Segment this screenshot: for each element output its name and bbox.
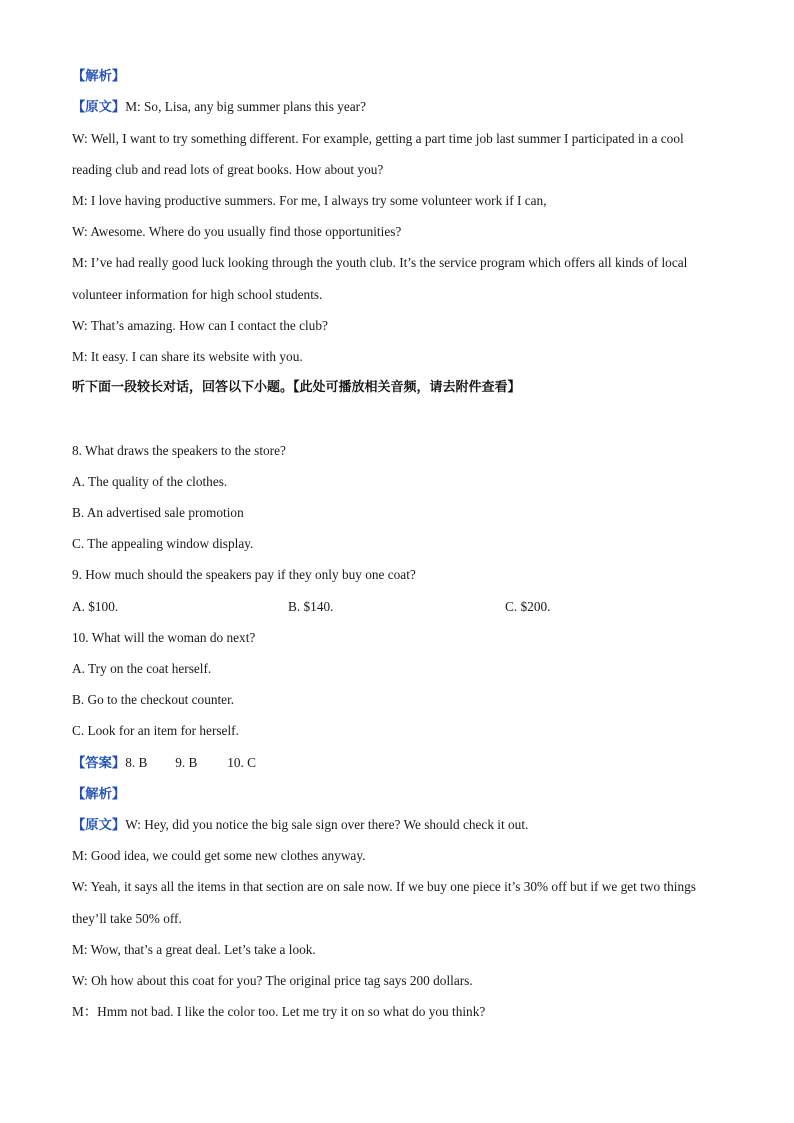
transcript-text: W: Hey, did you notice the big sale sign over there? We should check it out. — [125, 817, 529, 832]
transcript-line: W: Oh how about this coat for you? The original price tag says 200 dollars. — [72, 973, 473, 988]
transcript-line: reading club and read lots of great books. How about you? — [72, 162, 384, 177]
transcript-tag: 【原文】 — [72, 99, 126, 114]
analysis-heading: 【解析】 — [72, 68, 126, 83]
transcript-line: volunteer information for high school students. — [72, 287, 323, 302]
answer-10: 10. C — [227, 755, 257, 770]
transcript-line: M: It easy. I can share its website with you. — [72, 349, 303, 364]
transcript-line: W: Well, I want to try something different. For example, getting a part time job last summer I participated in a cool — [72, 131, 684, 146]
listening-instruction: 听下面一段较长对话，回答以下小题。【此处可播放相关音频，请去附件查看】 — [72, 380, 521, 395]
question-8-option-c: C. The appealing window display. — [72, 536, 254, 551]
question-10-stem: 10. What will the woman do next? — [72, 630, 256, 645]
answer-8: 8. B — [125, 755, 148, 770]
answer-tag: 【答案】 — [72, 755, 126, 770]
transcript-line: W: Awesome. Where do you usually find those opportunities? — [72, 224, 402, 239]
answer-line — [72, 754, 734, 772]
question-8-option-a: A. The quality of the clothes. — [72, 474, 228, 489]
question-8-option-b: B. An advertised sale promotion — [72, 505, 244, 520]
question-9-stem: 9. How much should the speakers pay if they only buy one coat? — [72, 567, 416, 582]
question-9-option-c: C. $200. — [505, 599, 551, 614]
answer-9: 9. B — [175, 755, 198, 770]
question-9-option-a: A. $100. — [72, 599, 119, 614]
question-8-stem: 8. What draws the speakers to the store? — [72, 443, 286, 458]
transcript-line: they’ll take 50% off. — [72, 911, 182, 926]
transcript-text: M: So, Lisa, any big summer plans this year? — [125, 99, 366, 114]
transcript-line: W: Yeah, it says all the items in that section are on sale now. If we buy one piece it’s 30% off but if we get two things — [72, 879, 696, 894]
transcript-line: M：Hmm not bad. I like the color too. Let me try it on so what do you think? — [72, 1004, 486, 1019]
transcript-line — [72, 816, 734, 834]
transcript-line: M: I’ve had really good luck looking through the youth club. It’s the service program which offers all kinds of local — [72, 255, 688, 270]
analysis-heading: 【解析】 — [72, 786, 126, 801]
question-10-option-a: A. Try on the coat herself. — [72, 661, 212, 676]
question-10-option-b: B. Go to the checkout counter. — [72, 692, 235, 707]
transcript-tag: 【原文】 — [72, 817, 126, 832]
question-9-option-b: B. $140. — [288, 599, 334, 614]
transcript-line: M: Good idea, we could get some new clothes anyway. — [72, 848, 366, 863]
transcript-line: M: I love having productive summers. For me, I always try some volunteer work if I can, — [72, 193, 547, 208]
question-10-option-c: C. Look for an item for herself. — [72, 723, 239, 738]
transcript-line — [72, 98, 734, 116]
transcript-line: M: Wow, that’s a great deal. Let’s take a look. — [72, 942, 316, 957]
transcript-line: W: That’s amazing. How can I contact the club? — [72, 318, 328, 333]
